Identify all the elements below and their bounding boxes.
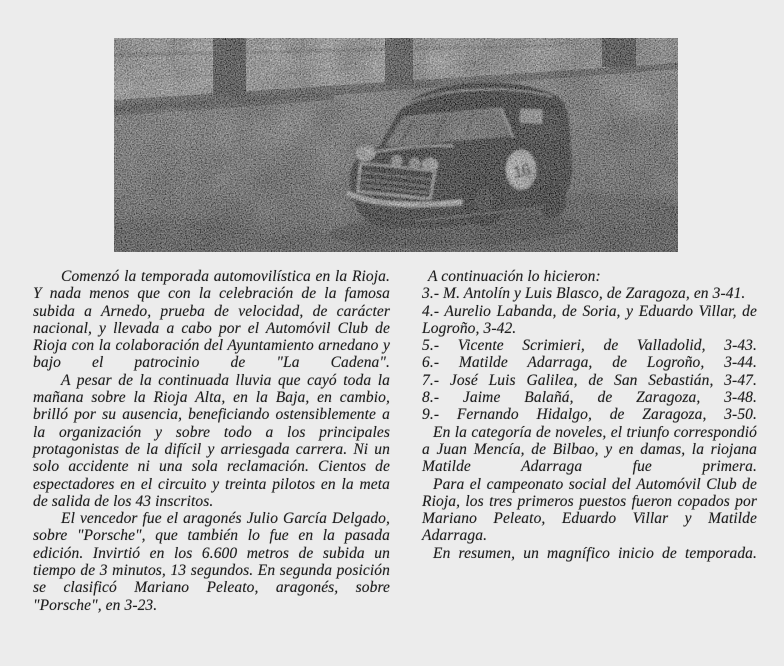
paragraph-summary: En resumen, un magnífico inicio de temporada. [433,544,757,562]
result-item-5: 5.- Vicente Scrimieri, de Valladolid, 3-43. [422,337,757,355]
results-list [422,285,757,423]
results-intro: A continuación lo hicieron: [428,268,601,285]
result-item-6: 6.- Matilde Adarraga, de Logroño, 3-44. [422,354,757,372]
paragraph-winner: El vencedor fue el aragonés Julio García Delgado, sobre "Porsche", que también lo fue en la pasada edición. Invirtió en los 6.600 metros de subida un tiempo de 3 minutos, 13 segundos. En segunda posición se clasificó Mariano Peleato, aragonés, sobre "Porsche", en 3-23. [33,510,390,614]
result-item-4: 4.- Aurelio Labanda, de Soria, y Eduardo Villar, de Logroño, 3-42. [422,302,757,337]
result-item-7: 7.- José Luis Galilea, de San Sebastián, 3-47. [422,371,757,389]
paragraph-rain: A pesar de la continuada lluvia que cayó toda la mañana sobre la Rioja Alta, en la Baja, en cambio, brilló por su ausencia, beneficiando ostensiblemente a la organización y sobre todo a los principales protagonistas de la difícil y arriesgada carrera. Ni un solo accidente ni una sola reclamación. Cientos de espectadores en el circuito y treinta pilotos en la meta de salida de los 43 inscritos. [33,371,390,510]
result-item-3: 3.- M. Antolín y Luis Blasco, de Zaragoza, en 3-41. [422,285,746,303]
paragraph-novices-ladies: En la categoría de noveles, el triunfo correspondió a Juan Mencía, de Bilbao, y en damas, la riojana Matilde Adarraga fue primera. [422,423,757,476]
race-photo [114,38,678,252]
paragraph-club-championship: Para el campeonato social del Automóvil Club de Rioja, los tres primeros puestos fueron copados por Mariano Peleato, Eduardo Villar y Matilde Adarraga. [422,475,757,545]
article-left-column [33,268,390,614]
race-photo-illustration [114,38,678,252]
paragraph-season-opening: Comenzó la temporada automovilística en la Rioja. Y nada menos que con la celebración de la famosa subida a Arnedo, prueba de velocidad, de carácter nacional, y llevada a cabo por el Automóvil Club de Rioja con la colaboración del Ayuntamiento arnedano y bajo el patrocinio de "La Cadena". [33,268,390,372]
article-right-column [422,268,757,562]
photo-grain-overlay [114,38,678,252]
result-item-8: 8.- Jaime Balañá, de Zaragoza, 3-48. [422,389,757,407]
result-item-9: 9.- Fernando Hidalgo, de Zaragoza, 3-50. [422,406,757,424]
